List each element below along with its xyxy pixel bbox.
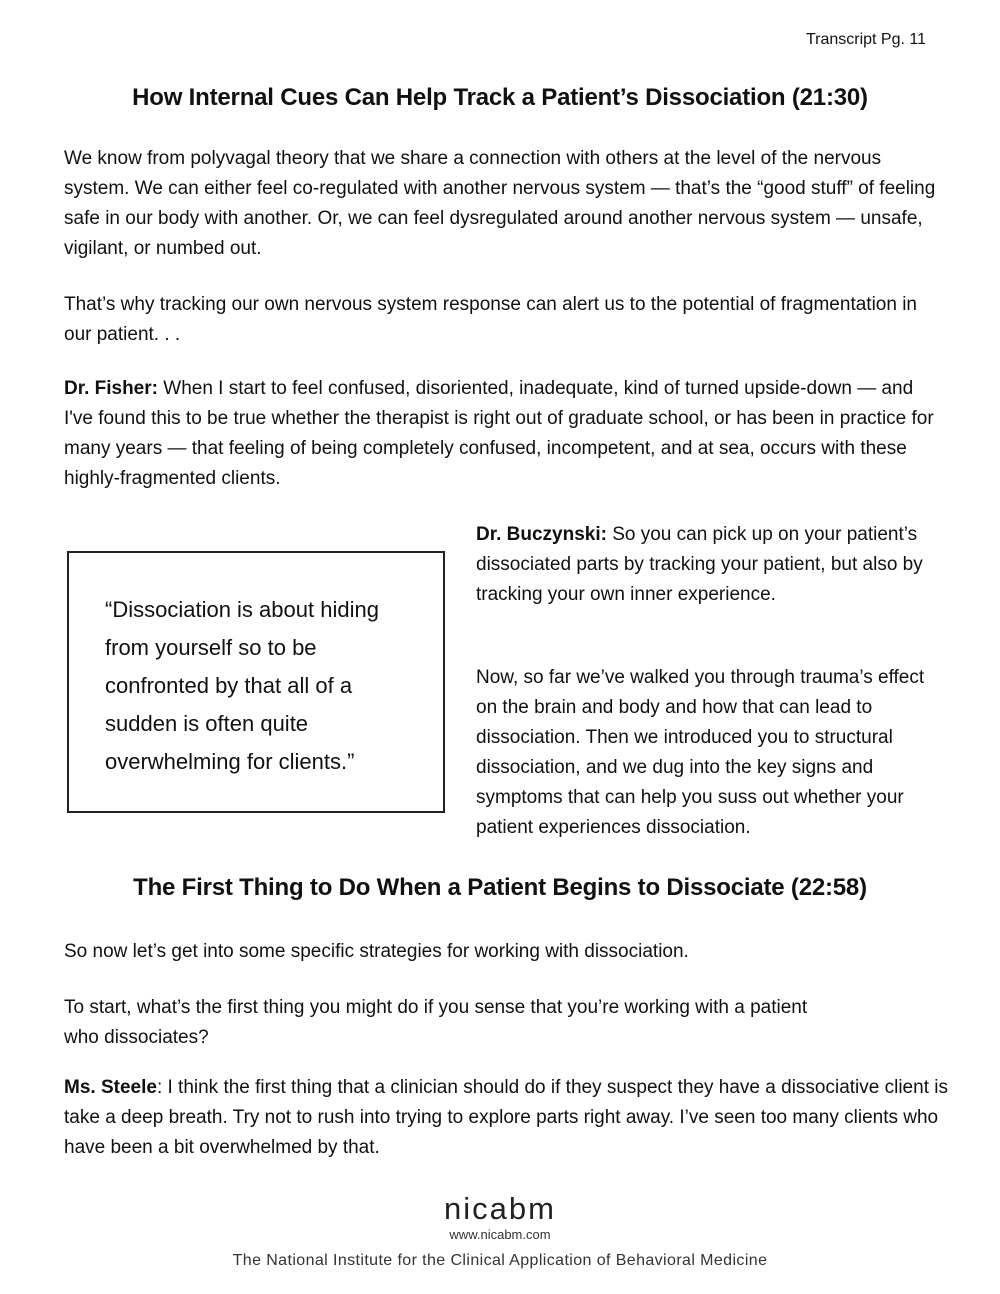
section-title-internal-cues: How Internal Cues Can Help Track a Patient’s Dissociation (21:30): [132, 84, 868, 111]
nicabm-logo: nicabm: [444, 1191, 556, 1226]
dr-buczynski-text: So you can pick up on your patient’s dissociated parts by tracking your patient, but also by tracking your own inner experience.: [476, 524, 923, 605]
paragraph-ms-steele: [64, 1073, 949, 1163]
paragraph-to-start: To start, what’s the first thing you might do if you sense that you’re working with a patient who dissociates?: [64, 997, 808, 1048]
paragraph-polyvagal: We know from polyvagal theory that we share a connection with others at the level of the nervous system. We can either feel co-regulated with another nervous system — that’s the “good stuff” of feeling safe in our body with another. Or, we can feel dysregulated around another nervous system — unsafe, vigilant, or numbed out.: [64, 148, 936, 259]
pull-quote-box: [67, 551, 445, 813]
speaker-dr-fisher: Dr. Fisher:: [64, 378, 158, 399]
footer-organization: The National Institute for the Clinical Application of Behavioral Medicine: [232, 1252, 768, 1269]
speaker-ms-steele: Ms. Steele: [64, 1077, 157, 1098]
footer-url: www.nicabm.com: [449, 1227, 551, 1242]
paragraph-summary: Now, so far we’ve walked you through trauma’s effect on the brain and body and how that can lead to dissociation. Then we introduced you to structural dissociation, and we dug into the key signs and symptoms that can help you suss out whether your patient experiences dissociation.: [476, 667, 925, 838]
dr-fisher-text: When I start to feel confused, disoriented, inadequate, kind of turned upside-down — and I've found this to be true whether the therapist is right out of graduate school, or has been in practice for many years — that feeling of being completely confused, incompetent, and at sea, occurs with these highly-fragmented clients.: [64, 378, 934, 489]
speaker-dr-buczynski: Dr. Buczynski:: [476, 524, 607, 545]
section-title-first-thing: The First Thing to Do When a Patient Begins to Dissociate (22:58): [133, 874, 867, 901]
paragraph-dr-buczynski: [476, 520, 926, 610]
paragraph-tracking: That’s why tracking our own nervous system response can alert us to the potential of fragmentation in our patient. . .: [64, 294, 917, 345]
paragraph-strategies: So now let’s get into some specific strategies for working with dissociation.: [64, 941, 689, 962]
pull-quote-text: “Dissociation is about hiding from yourself so to be confronted by that all of a sudden is often quite overwhelming for clients.”: [105, 597, 379, 774]
paragraph-dr-fisher: [64, 374, 944, 494]
page-number: Transcript Pg. 11: [805, 31, 926, 48]
ms-steele-text: : I think the first thing that a clinician should do if they suspect they have a dissociative client is take a deep breath. Try not to rush into trying to explore parts right away. I’ve seen too many clients who have been a bit overwhelmed by that.: [64, 1077, 948, 1158]
